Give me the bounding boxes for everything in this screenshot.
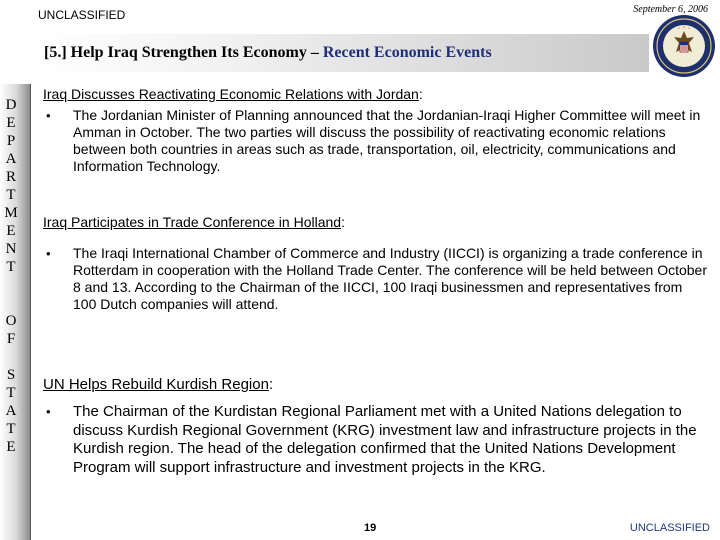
bullet-icon: • (46, 404, 51, 419)
document-date: September 6, 2006 (633, 4, 708, 15)
section-heading: Iraq Discusses Reactivating Economic Relations with Jordan: (43, 86, 423, 102)
title-prefix: [5.] Help Iraq Strengthen Its Economy – (44, 44, 323, 61)
sidebar-letter: A (5, 403, 17, 419)
title-highlight: Recent Economic Events (322, 44, 492, 61)
bullet-icon: • (46, 246, 51, 261)
sidebar-letter: E (6, 115, 16, 131)
section-body: The Iraqi International Chamber of Commerce and Industry (IICCI) is organizing a trade conference in Rotterdam in cooperation with the Holland Trade Center. The conference will be held between October 8 and 13. According to the Chairman of the IICCI, 100 Iraqi businessmen and representatives from 100 Dutch companies will attend. (73, 245, 707, 312)
section-heading: Iraq Participates in Trade Conference in Holland: (43, 214, 345, 230)
sidebar-letter: E (6, 223, 16, 239)
section-heading-text: Iraq Participates in Trade Conference in Holland (43, 214, 342, 230)
sidebar-letter: O (5, 313, 17, 329)
sidebar-letter: T (6, 421, 16, 437)
section-heading-text: Iraq Discusses Reactivating Economic Relations with Jordan (43, 86, 419, 102)
section-heading: UN Helps Rebuild Kurdish Region: (43, 376, 274, 393)
classification-bottom: UNCLASSIFIED (629, 522, 710, 534)
sidebar-letter: T (6, 187, 16, 203)
sidebar-letter: D (5, 97, 17, 113)
sidebar-letter: P (6, 133, 16, 149)
sidebar-divider (30, 84, 31, 540)
sidebar-letter: N (5, 241, 17, 257)
sidebar-letter: R (5, 169, 16, 185)
sidebar-letter: F (6, 331, 16, 347)
sidebar-letter: E (6, 439, 16, 455)
sidebar-letter: T (6, 385, 16, 401)
section-body: The Jordanian Minister of Planning announced that the Jordanian-Iraqi Higher Committee will meet in Amman in October. The two parties will discuss the possibility of reactivating economic relations between both countries in areas such as trade, transportation, oil, electricity, communications and Information Technology. (73, 107, 701, 174)
classification-top: UNCLASSIFIED (38, 8, 126, 22)
section-body: The Chairman of the Kurdistan Regional Parliament met with a United Nations delegation to discuss Kurdish Regional Government (KRG) investment law and infrastructure projects in the Kurdish region. The head of the delegation confirmed that the United Nations Development Program will support infrastructure and investment projects in the KRG. (73, 403, 697, 476)
page-number: 19 (364, 522, 377, 534)
state-department-seal-icon (652, 14, 716, 78)
sidebar-letter: A (5, 151, 17, 167)
sidebar-letter: M (4, 205, 18, 221)
section-heading-text: UN Helps Rebuild Kurdish Region (43, 376, 269, 393)
sidebar-letter: S (6, 367, 16, 383)
slide-title (44, 44, 492, 62)
bullet-icon: • (46, 108, 51, 123)
sidebar-letter: T (6, 259, 16, 275)
